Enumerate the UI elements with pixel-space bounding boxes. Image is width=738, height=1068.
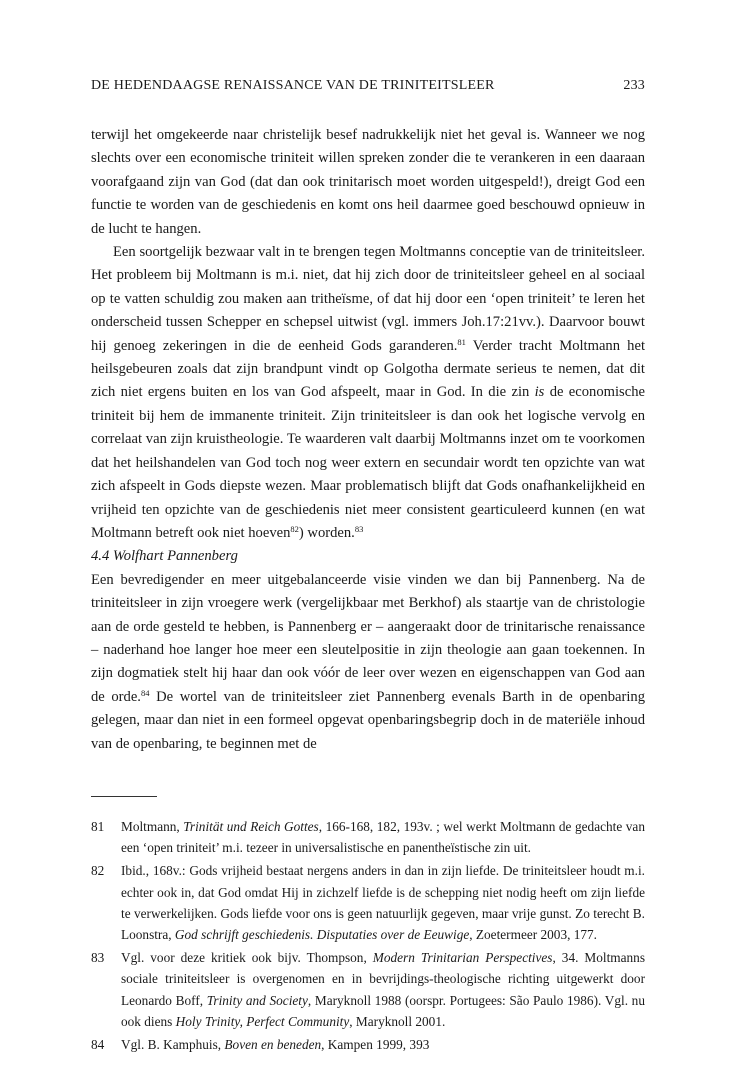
footnotes [91,816,645,1055]
page-number: 233 [623,78,645,93]
footnote-separator [91,796,157,797]
paragraph-3: Een bevredigender en meer uitgebalanceerde visie vinden we dan bij Pannenberg. Na de triniteitsleer in zijn vroegere werk (vergelijkbaar met Berkhof) als staartje van de christologie aan de orde gesteld te hebben, is Pannenberg er – aangeraakt door de trinitarische renaissance – naderhand hoe langer hoe meer een sleutelpositie in zijn theologie aan gaan toekennen. In zijn dogmatiek stelt hij haar dan ook vóór de leer over wezen en eigenschappen van God aan de orde.$^{84}$ De wortel van de triniteitsleer ziet Pannenberg evenals Barth in de openbaring gelegen, maar dan niet in een formeel opgevat openbaringsbegrip doch in de materiële inhoud van de openbaring, te beginnen met de [91,571,645,752]
paragraph-2: Een soortgelijk bezwaar valt in te brengen tegen Moltmanns conceptie van de triniteitsleer. Het probleem bij Moltmann is m.i. niet, dat hij zich door de triniteitsleer geheel en al sociaal op te vatten schuldig zou maken aan tritheïsme, of dat hij door een ‘open triniteit’ te leren het onderscheid tussen Schepper en schepsel uitwist (vgl. immers Joh.17:21vv.). Daarvoor bouwt hij genoeg zekeringen in die de eenheid Gods garanderen.$^{81}$ Verder tracht Moltmann het heilsgebeuren zoals dat zijn brandpunt vindt op Golgotha dermate serieus te nemen, dat dit zich niet ergens buiten en los van God afspeelt, maar in God. In die zin is de economische triniteit bij hem de immanente triniteit. Zijn triniteitsleer is dan ook het logische vervolg en correlaat van zijn kruistheologie. Te waarderen valt daarbij Moltmanns inzet om te voorkomen dat het heilshandelen van God toch nog weer extern en secundair wordt ten opzichte van wat zich afspeelt in Gods diepste wezen. Maar problematisch blijft dat Gods onafhankelijkheid en vrijheid ten opzichte van de geschiedenis niet meer consistent gearticuleerd kunnen (en wat Moltmann betreft ook niet hoeven$^{82}$) worden.$^{83}$ [91,244,646,541]
footnote-84: 84 Vgl. B. Kamphuis, Boven en beneden, Kampen 1999, 393 [91,1037,430,1052]
footnote-83: 83 Vgl. voor deze kritiek ook bijv. Thompson, Modern Trinitarian Perspectives, 34. Moltmanns sociale triniteitsleer is overgenomen en in bevrijdings-theologische richting uitgewerkt door Leonardo Boff, Trinity and Society, Maryknoll 1988 (oorspr. Portugees: São Paulo 1986). Vgl. nu ook diens Holy Trinity, Perfect Community, Maryknoll 2001. [91,950,645,1029]
footnote-82: 82 Ibid., 168v.: Gods vrijheid bestaat nergens anders in dan in zijn liefde. De triniteitsleer houdt m.i. echter ook in, dat God omdat Hij in zichzelf liefde is de schepping niet nodig heeft om zijn liefde te verwerkelijken. Gods liefde voor ons is geen natuurlijk gegeven, maar vrije gunst. Zo terecht B. Loonstra, God schrijft geschiedenis. Disputaties over de Eeuwige, Zoetermeer 2003, 177. [91,863,645,942]
book-page [91,78,645,1057]
section-heading: 4.4 Wolfhart Pannenberg [91,548,238,565]
footnote-ref-84[interactable]: 84 [140,687,150,698]
running-header [91,78,645,100]
footnote-ref-81[interactable]: 81 [457,336,466,347]
main-text [91,124,645,756]
footnote-ref-82[interactable]: 82 [290,523,299,534]
running-title: DE HEDENDAAGSE RENAISSANCE VAN DE TRINITEITSLEER [91,78,495,93]
footnote-ref-83[interactable]: 83 [354,523,364,534]
footnote-81: 81 Moltmann, Trinität und Reich Gottes, 166-168, 182, 193v. ; wel werkt Moltmann de gedachte van een ‘open triniteit’ m.i. tezeer in universalistische en panentheïstische zin uit. [91,818,645,856]
paragraph-1: terwijl het omgekeerde naar christelijk besef nadrukkelijk niet het geval is. Wanneer we nog slechts over een economische triniteit willen spreken zonder die te verankeren in een daaraan voorafgaand zijn van God (dat dan ook trinitarisch moet worden uitgespeld!), dreigt God een functie te worden van de geschiedenis en komt ons heil daarmee goed beschouwd opnieuw in de lucht te hangen. [91,127,645,237]
